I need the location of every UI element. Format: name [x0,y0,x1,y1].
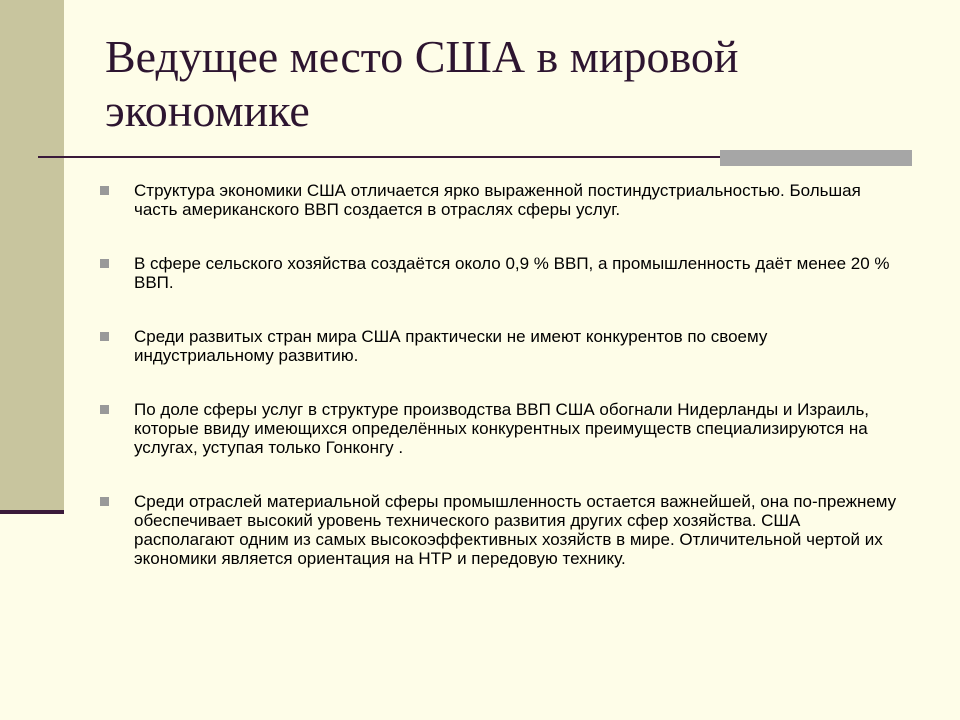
bullet-item [100,181,900,219]
bullet-text: Среди отраслей материальной сферы промышленность остается важнейшей, она по-прежнему обеспечивает высокий уровень технического развития других сфер хозяйства. США располагают одним из самых высокоэффективных хозяйств в мире. Отличительной чертой их экономики является ориентация на НТР и передовую технику. [134,492,897,568]
square-bullet-icon [100,405,109,414]
left-band-underline [0,510,64,514]
square-bullet-icon [100,186,109,195]
slide-title: Ведущее место США в мировой экономике [105,31,739,136]
bullet-text: Среди развитых стран мира США практически не имеют конкурентов по своему индустриальному развитию. [134,327,768,365]
bullet-list [100,181,900,568]
bullet-text: Структура экономики США отличается ярко выраженной постиндустриальностью. Большая часть американского ВВП создается в отраслях сферы услуг. [134,181,861,219]
square-bullet-icon [100,259,109,268]
bullet-item [100,327,900,365]
title-accent-bar [720,150,912,166]
bullet-item [100,400,900,457]
bullet-text: В сфере сельского хозяйства создаётся около 0,9 % ВВП, а промышленность даёт менее 20 % ВВП. [134,254,890,292]
bullet-item [100,254,900,292]
square-bullet-icon [100,497,109,506]
bullet-text: По доле сферы услуг в структуре производства ВВП США обогнали Нидерланды и Израиль, которые ввиду имеющихся определённых конкурентных преимуществ специализируются на услугах, уступая только Гонконгу . [134,400,870,457]
square-bullet-icon [100,332,109,341]
left-decorative-band [0,0,64,512]
bullet-item [100,492,900,568]
